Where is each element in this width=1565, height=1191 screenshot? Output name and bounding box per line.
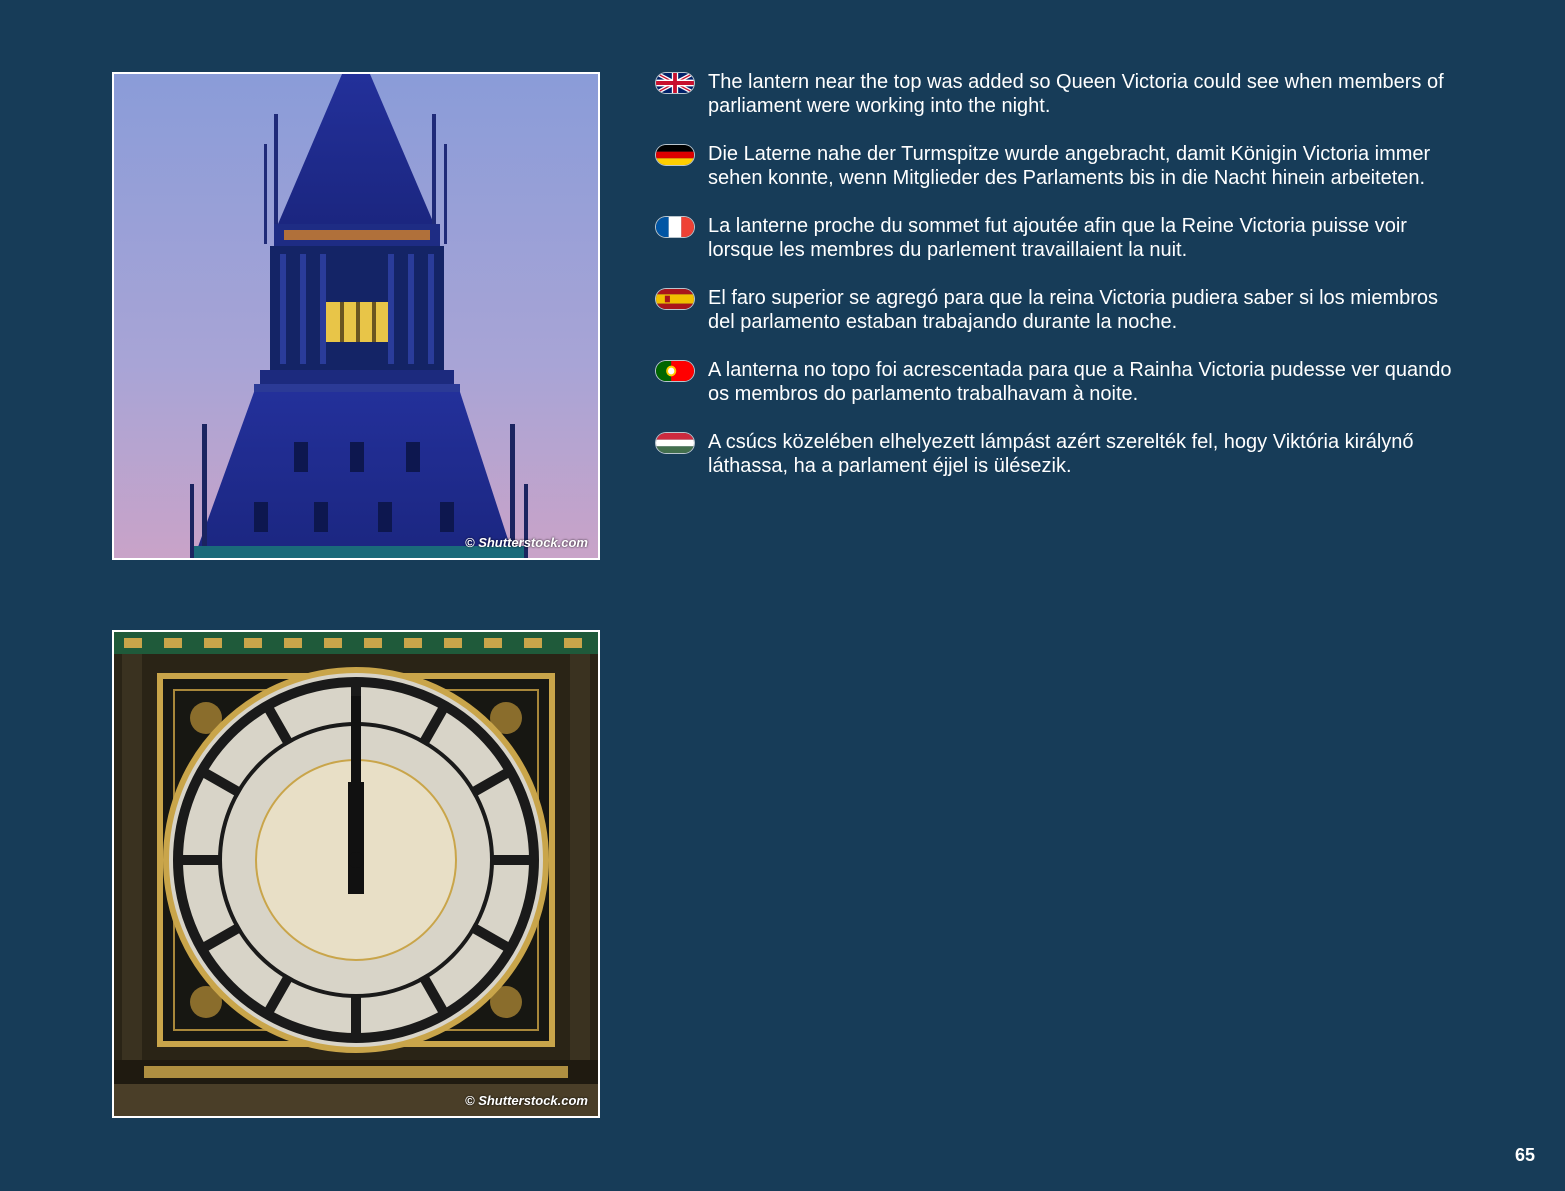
- caption-portuguese: [656, 358, 1456, 406]
- caption-text: La lanterne proche du sommet fut ajoutée afin que la Reine Victoria puisse voir lorsque les membres du parlement travaillaient la nuit.: [708, 215, 1407, 261]
- caption-hungarian: [656, 430, 1456, 478]
- hungary-flag-icon: [656, 433, 694, 453]
- france-flag-icon: [656, 217, 694, 237]
- caption-german: [656, 142, 1456, 190]
- clock-face-image: [114, 632, 598, 1116]
- photo-credit: © Shutterstock.com: [465, 1093, 588, 1108]
- portugal-flag-icon: [656, 361, 694, 381]
- caption-spanish: [656, 286, 1456, 334]
- caption-english: [656, 70, 1456, 118]
- lantern-tower-photo: [112, 72, 600, 560]
- clock-face-photo: [112, 630, 600, 1118]
- page-number: 65: [1514, 1145, 1535, 1165]
- spain-flag-icon: [656, 289, 694, 309]
- germany-flag-icon: [656, 145, 694, 165]
- caption-text: El faro superior se agregó para que la reina Victoria pudiera saber si los miembros del parlamento estaban trabajando durante la noche.: [708, 287, 1439, 333]
- lantern-tower-image: [114, 74, 598, 558]
- multilingual-captions: [656, 70, 1456, 502]
- uk-flag-icon: [656, 73, 694, 93]
- photo-credit: © Shutterstock.com: [465, 535, 588, 550]
- caption-french: [656, 214, 1456, 262]
- caption-text: The lantern near the top was added so Queen Victoria could see when members of parliament were working into the night.: [708, 71, 1444, 117]
- caption-text: Die Laterne nahe der Turmspitze wurde angebracht, damit Königin Victoria immer sehen konnte, wenn Mitglieder des Parlaments bis in die Nacht hinein arbeiteten.: [708, 143, 1431, 189]
- caption-text: A lanterna no topo foi acrescentada para que a Rainha Victoria pudesse ver quando os membros do parlamento trabalhavam à noite.: [708, 359, 1452, 405]
- caption-text: A csúcs közelében elhelyezett lámpást azért szerelték fel, hogy Viktória királynő láthassa, ha a parlament éjjel is ülésezik.: [708, 431, 1414, 477]
